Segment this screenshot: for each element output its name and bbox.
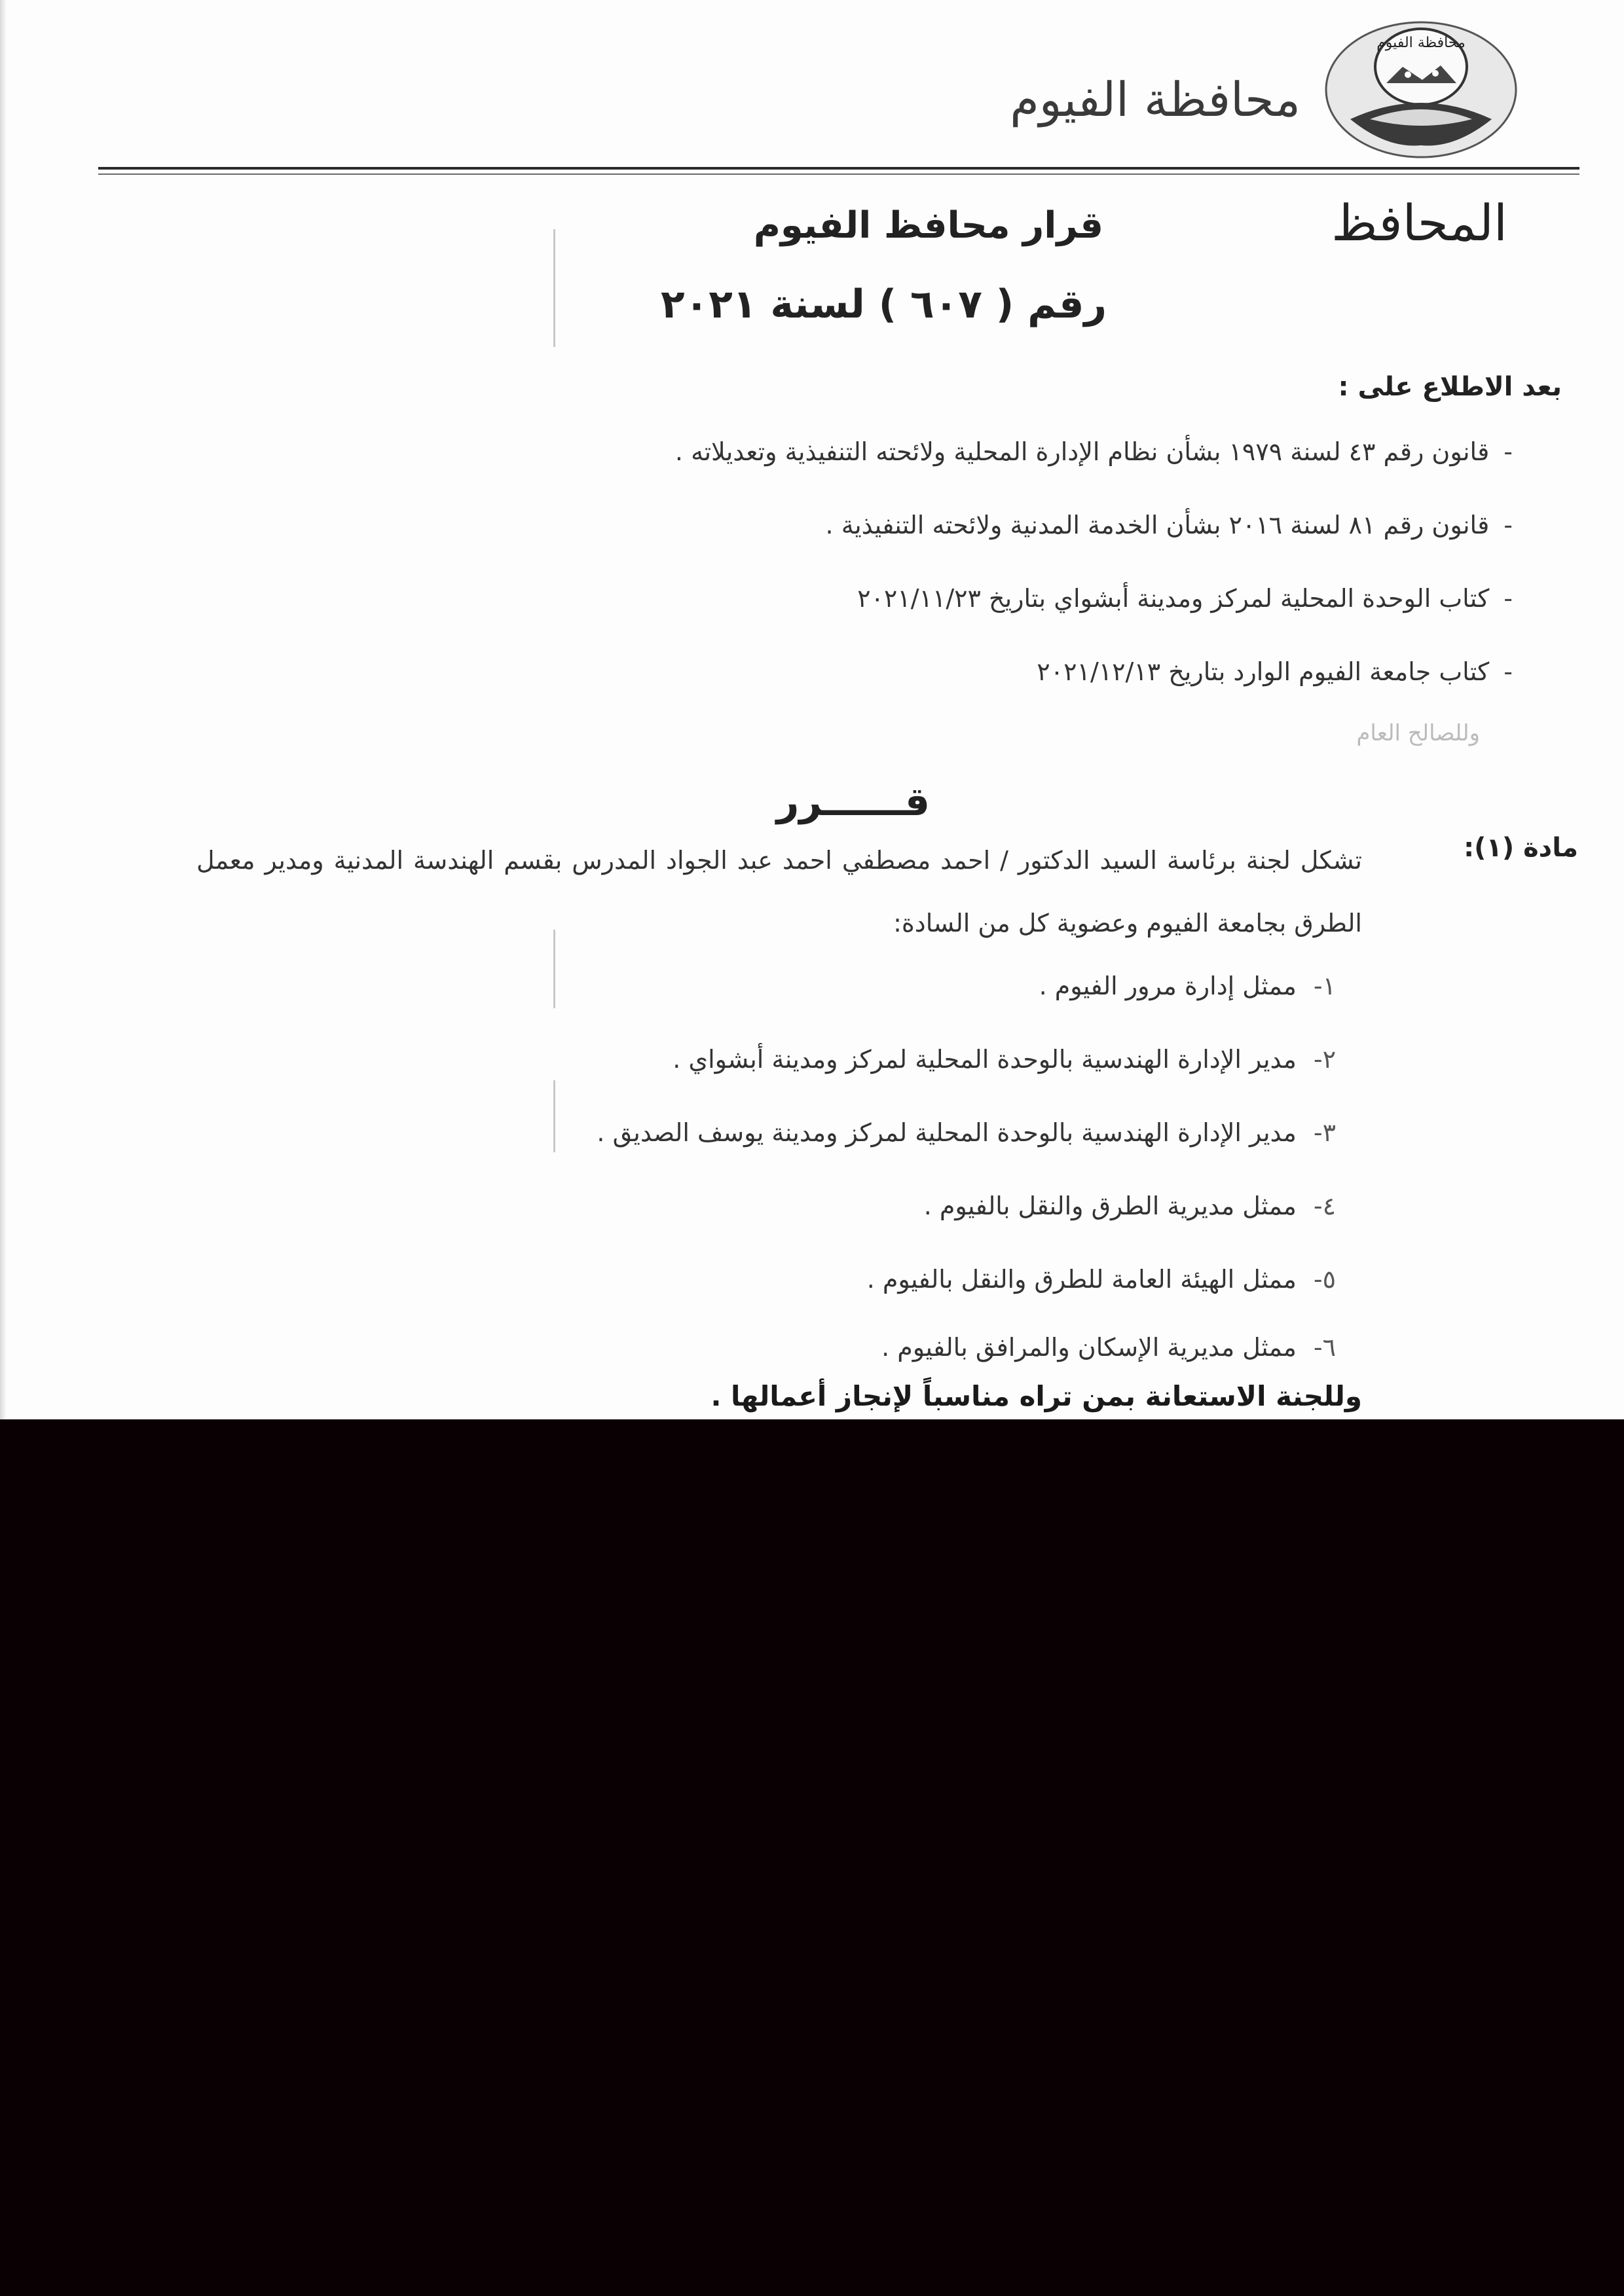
seal-lettering: محافظة الفيوم bbox=[1376, 35, 1466, 51]
scan-artifact-line bbox=[553, 229, 555, 347]
list-dash: - bbox=[1504, 511, 1513, 539]
list-dash: - bbox=[1504, 657, 1513, 686]
reference-item: -كتاب الوحدة المحلية لمركز ومدينة أبشواي بتاريخ ٢٠٢١/١١/٢٣ bbox=[857, 584, 1513, 613]
after-review-heading: بعد الاطلاع على : bbox=[1338, 372, 1562, 402]
governor-label: المحافظ bbox=[1331, 194, 1507, 252]
governorate-name: محافظة الفيوم bbox=[1010, 72, 1301, 127]
closing-statement: وللجنة الاستعانة بمن تراه مناسباً لإنجاز أعمالها . bbox=[710, 1380, 1362, 1412]
article-body: تشكل لجنة برئاسة السيد الدكتور / احمد مصطفي احمد عبد الجواد المدرس بقسم الهندسة المدنية ومدير معمل الطرق بجامعة الفيوم وعضوية كل من السادة: bbox=[196, 846, 1362, 938]
article-label: مادة (١): bbox=[1464, 833, 1578, 863]
reference-item: -قانون رقم ٨١ لسنة ٢٠١٦ بشأن الخدمة المدنية ولائحته التنفيذية . bbox=[825, 511, 1513, 539]
scan-edge-shadow bbox=[0, 0, 7, 1419]
references-list bbox=[72, 426, 1513, 719]
public-interest-line: وللصالح العام bbox=[1356, 720, 1480, 746]
member-item: ٤-ممثل مديرية الطرق والنقل بالفيوم . bbox=[923, 1192, 1336, 1220]
member-item: ١-ممثل إدارة مرور الفيوم . bbox=[1039, 972, 1336, 1000]
list-dash: - bbox=[1504, 584, 1513, 613]
governorate-seal-logo bbox=[1324, 21, 1518, 158]
header-divider bbox=[98, 167, 1579, 175]
reference-item: -كتاب جامعة الفيوم الوارد بتاريخ ٢٠٢١/١٢/١٣ bbox=[1037, 657, 1513, 686]
scan-artifact-line bbox=[553, 930, 555, 1008]
reference-item: -قانون رقم ٤٣ لسنة ١٩٧٩ بشأن نظام الإدارة المحلية ولائحته التنفيذية وتعديلاته . bbox=[674, 437, 1513, 466]
list-dash: - bbox=[1504, 437, 1513, 466]
decision-title: قرار محافظ الفيوم bbox=[753, 204, 1103, 247]
member-item: ٥-ممثل الهيئة العامة للطرق والنقل بالفيوم . bbox=[866, 1265, 1336, 1294]
member-item: ٦-ممثل مديرية الإسكان والمرافق بالفيوم . bbox=[881, 1333, 1336, 1362]
committee-members-list bbox=[92, 960, 1336, 1384]
member-item: ٣-مدير الإدارة الهندسية بالوحدة المحلية لمركز ومدينة يوسف الصديق . bbox=[597, 1118, 1336, 1147]
member-item: ٢-مدير الإدارة الهندسية بالوحدة المحلية لمركز ومدينة أبشواي . bbox=[673, 1045, 1336, 1074]
decided-heading: قــــــرر bbox=[776, 779, 930, 825]
scanner-black-area bbox=[0, 1419, 1624, 2296]
decision-number: رقم ( ٦٠٧ ) لسنة ٢٠٢١ bbox=[661, 282, 1107, 327]
scan-artifact-line bbox=[553, 1080, 555, 1152]
